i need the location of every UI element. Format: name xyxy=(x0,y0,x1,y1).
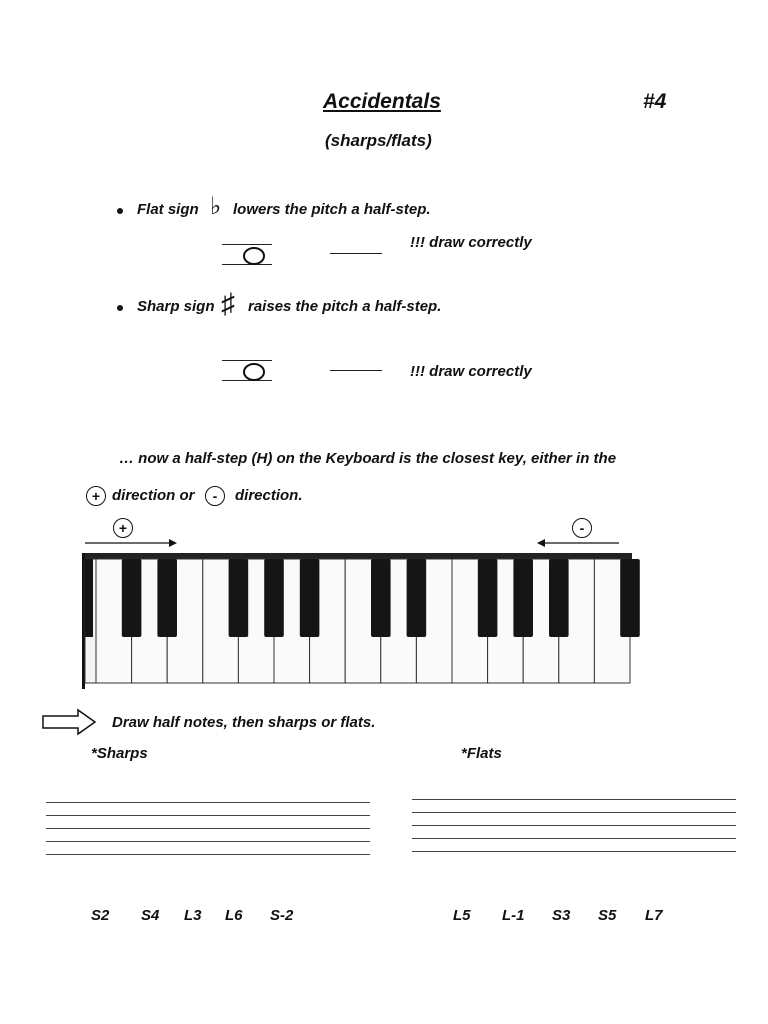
black-key xyxy=(122,559,142,637)
direction-text-b: direction. xyxy=(235,487,303,504)
staff-line xyxy=(412,812,736,813)
black-key xyxy=(513,559,533,637)
staff-line xyxy=(46,828,370,829)
exercise-label: L3 xyxy=(184,907,202,924)
staff-line xyxy=(46,815,370,816)
exercise-label: S3 xyxy=(552,907,571,924)
exercise-label: L-1 xyxy=(502,907,525,924)
whole-note-icon xyxy=(240,245,270,267)
flat-draw-prompt: !!! draw correctly xyxy=(410,234,532,251)
sharps-heading: *Sharps xyxy=(91,745,148,762)
exercise-label: S5 xyxy=(598,907,617,924)
black-key xyxy=(157,559,177,637)
flat-label: Flat sign xyxy=(137,201,199,218)
whole-note-icon xyxy=(240,361,270,383)
keyboard-top-bar xyxy=(82,553,632,559)
exercise-label: L5 xyxy=(453,907,471,924)
staff-line xyxy=(46,854,370,855)
left-arrow-icon xyxy=(535,537,625,549)
sharp-sign-icon: ♯ xyxy=(221,288,235,319)
exercise-label: L7 xyxy=(645,907,663,924)
worksheet-number: #4 xyxy=(643,90,667,113)
plus-circle-icon: + xyxy=(113,518,133,538)
staff-line xyxy=(412,825,736,826)
bullet-sharp xyxy=(117,305,123,311)
staff-line xyxy=(412,799,736,800)
staff-line xyxy=(46,841,370,842)
flat-sign-icon: ♭ xyxy=(210,193,222,220)
black-key xyxy=(229,559,249,637)
answer-blank-sharp xyxy=(330,370,382,371)
page-subtitle: (sharps/flats) xyxy=(325,131,432,150)
black-key xyxy=(407,559,427,637)
black-key xyxy=(371,559,391,637)
minus-circle-icon: - xyxy=(572,518,592,538)
answer-blank-flat xyxy=(330,253,382,254)
page-title: Accidentals xyxy=(323,90,441,113)
exercise-label: S4 xyxy=(141,907,160,924)
flat-description: lowers the pitch a half-step. xyxy=(233,201,431,218)
black-key xyxy=(549,559,569,637)
black-key xyxy=(85,559,93,637)
exercise-label: L6 xyxy=(225,907,243,924)
direction-text-a: direction or xyxy=(112,487,195,504)
exercise-label: S2 xyxy=(91,907,110,924)
instruction-text: Draw half notes, then sharps or flats. xyxy=(112,714,376,731)
sharp-description: raises the pitch a half-step. xyxy=(248,298,442,315)
right-outline-arrow-icon xyxy=(42,709,98,735)
bullet-flat xyxy=(117,208,123,214)
minus-circle-icon: - xyxy=(205,486,225,506)
black-key xyxy=(478,559,498,637)
plus-circle-icon: + xyxy=(86,486,106,506)
flats-heading: *Flats xyxy=(461,745,502,762)
black-key xyxy=(620,559,640,637)
black-key xyxy=(264,559,284,637)
black-key xyxy=(300,559,320,637)
halfstep-explanation: … now a half-step (H) on the Keyboard is the closest key, either in the xyxy=(119,450,617,467)
piano-keyboard xyxy=(82,553,632,689)
right-arrow-icon xyxy=(85,537,185,549)
sharp-draw-prompt: !!! draw correctly xyxy=(410,363,532,380)
exercise-label: S-2 xyxy=(270,907,294,924)
staff-line xyxy=(412,851,736,852)
staff-line xyxy=(46,802,370,803)
sharp-label: Sharp sign xyxy=(137,298,215,315)
staff-line xyxy=(412,838,736,839)
